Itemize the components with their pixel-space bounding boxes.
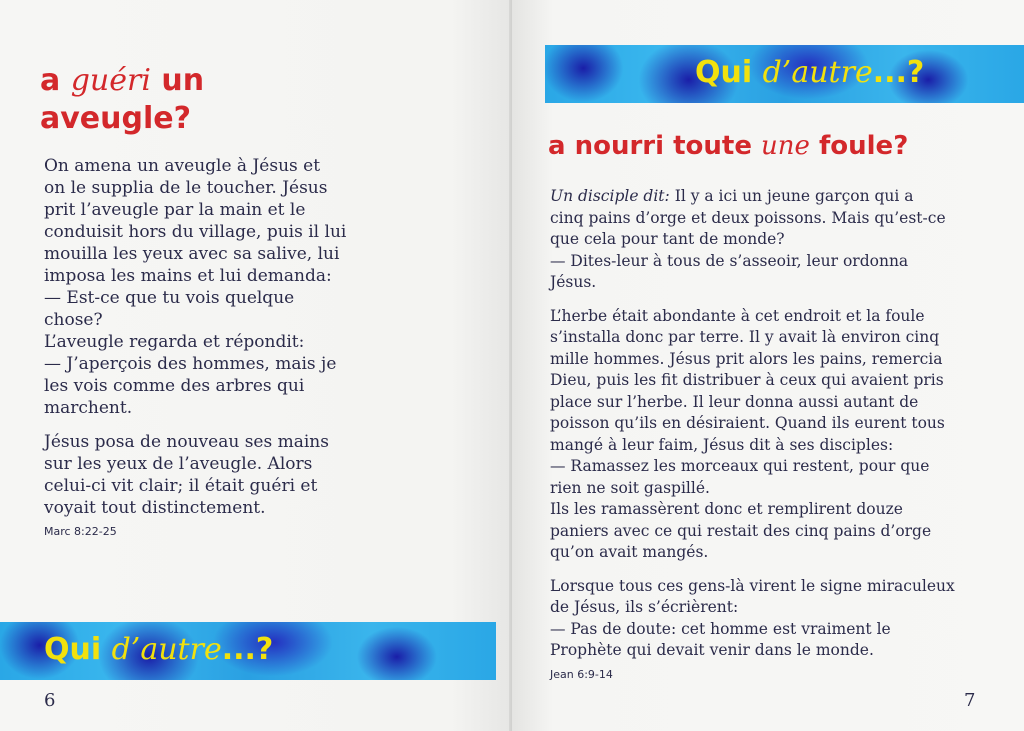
text-line: cinq pains d’orge et deux poissons. Mais qu’est-ce [550, 208, 946, 227]
left-title-part1: a [40, 63, 71, 98]
text-line: Jésus posa de nouveau ses mains [44, 432, 329, 452]
right-title-part2: foule? [809, 131, 909, 161]
left-paragraph-1 [44, 155, 474, 419]
text-line: mangé à leur faim, Jésus dit à ses disciples: [550, 435, 894, 454]
speaker-lead: Un disciple dit: [550, 187, 670, 205]
left-banner-text [44, 630, 273, 670]
text-line: — Est-ce que tu vois quelque [44, 288, 295, 308]
text-line: — Dites-leur à tous de s’asseoir, leur ordonna [550, 251, 909, 270]
speaker-text: Il y a ici un jeune garçon qui a [669, 187, 914, 205]
left-title-line2: aveugle? [40, 101, 192, 136]
left-reference: Marc 8:22-25 [44, 525, 117, 538]
text-line: Jésus. [550, 273, 597, 291]
left-title-script: guéri [70, 63, 151, 98]
text-line: — J’aperçois des hommes, mais je [44, 354, 337, 374]
right-paragraph-3 [550, 576, 1020, 662]
banner-script: d’autre [111, 632, 222, 667]
text-line: Dieu, puis les fit distribuer à ceux qui avaient pris [550, 371, 944, 389]
text-line: imposa les mains et lui demanda: [44, 266, 332, 286]
left-banner [0, 622, 496, 680]
text-line: chose? [44, 310, 103, 330]
banner-part1: Qui [44, 632, 112, 667]
text-line: L’aveugle regarda et répondit: [44, 332, 305, 352]
text-line: mouilla les yeux avec sa salive, lui [44, 244, 340, 264]
right-banner-text [695, 53, 924, 93]
text-line: conduisit hors du village, puis il lui [44, 222, 347, 242]
banner-part2: ...? [221, 632, 274, 667]
text-line: prit l’aveugle par la main et le [44, 200, 306, 220]
text-line: sur les yeux de l’aveugle. Alors [44, 454, 313, 474]
right-banner [545, 45, 1024, 103]
text-line: Prophète qui devait venir dans le monde. [550, 641, 874, 659]
right-page [512, 0, 1024, 731]
right-page-number: 7 [964, 690, 976, 711]
text-line: — Pas de doute: cet homme est vraiment le [550, 619, 891, 638]
text-line: de Jésus, ils s’écrièrent: [550, 598, 739, 616]
right-paragraph-2 [550, 306, 1020, 564]
text-line: rien ne soit gaspillé. [550, 478, 710, 497]
text-line: marchent. [44, 398, 133, 418]
text-line: — Ramassez les morceaux qui restent, pour que [550, 457, 930, 475]
text-line: place sur l’herbe. Il leur donna aussi autant de [550, 392, 919, 411]
right-title-script: une [761, 131, 810, 161]
text-line: qu’on avait mangés. [550, 543, 709, 561]
text-line: L’herbe était abondante à cet endroit et la foule [550, 306, 925, 325]
left-title [40, 62, 204, 138]
right-reference: Jean 6:9-14 [550, 667, 613, 681]
left-page-number: 6 [44, 690, 56, 711]
text-line: voyait tout distinctement. [44, 498, 266, 518]
left-body-text [44, 155, 474, 543]
banner-script: d’autre [762, 55, 873, 90]
right-title-part1: a nourri toute [548, 131, 762, 161]
text-line: paniers avec ce qui restait des cinq pains d’orge [550, 521, 932, 540]
banner-part1: Qui [695, 55, 763, 90]
right-title [548, 128, 908, 164]
text-line: poisson qu’ils en désiraient. Quand ils eurent tous [550, 414, 945, 432]
text-line: mille hommes. Jésus prit alors les pains, remercia [550, 349, 943, 368]
banner-part2: ...? [872, 55, 925, 90]
text-line [550, 186, 1020, 208]
left-paragraph-2 [44, 431, 474, 519]
right-paragraph-1 [550, 186, 1020, 294]
text-line: celui-ci vit clair; il était guéri et [44, 476, 318, 496]
text-line: Lorsque tous ces gens-là virent le signe miraculeux [550, 576, 955, 595]
left-title-part2: un [150, 63, 205, 98]
text-line: s’installa donc par terre. Il y avait là environ cinq [550, 328, 940, 346]
right-body-text [550, 186, 1020, 685]
text-line: les vois comme des arbres qui [44, 376, 305, 396]
text-line: Ils les ramassèrent donc et remplirent douze [550, 500, 903, 518]
text-line: on le supplia de le toucher. Jésus [44, 178, 328, 198]
text-line: que cela pour tant de monde? [550, 230, 785, 248]
text-line: On amena un aveugle à Jésus et [44, 156, 321, 176]
